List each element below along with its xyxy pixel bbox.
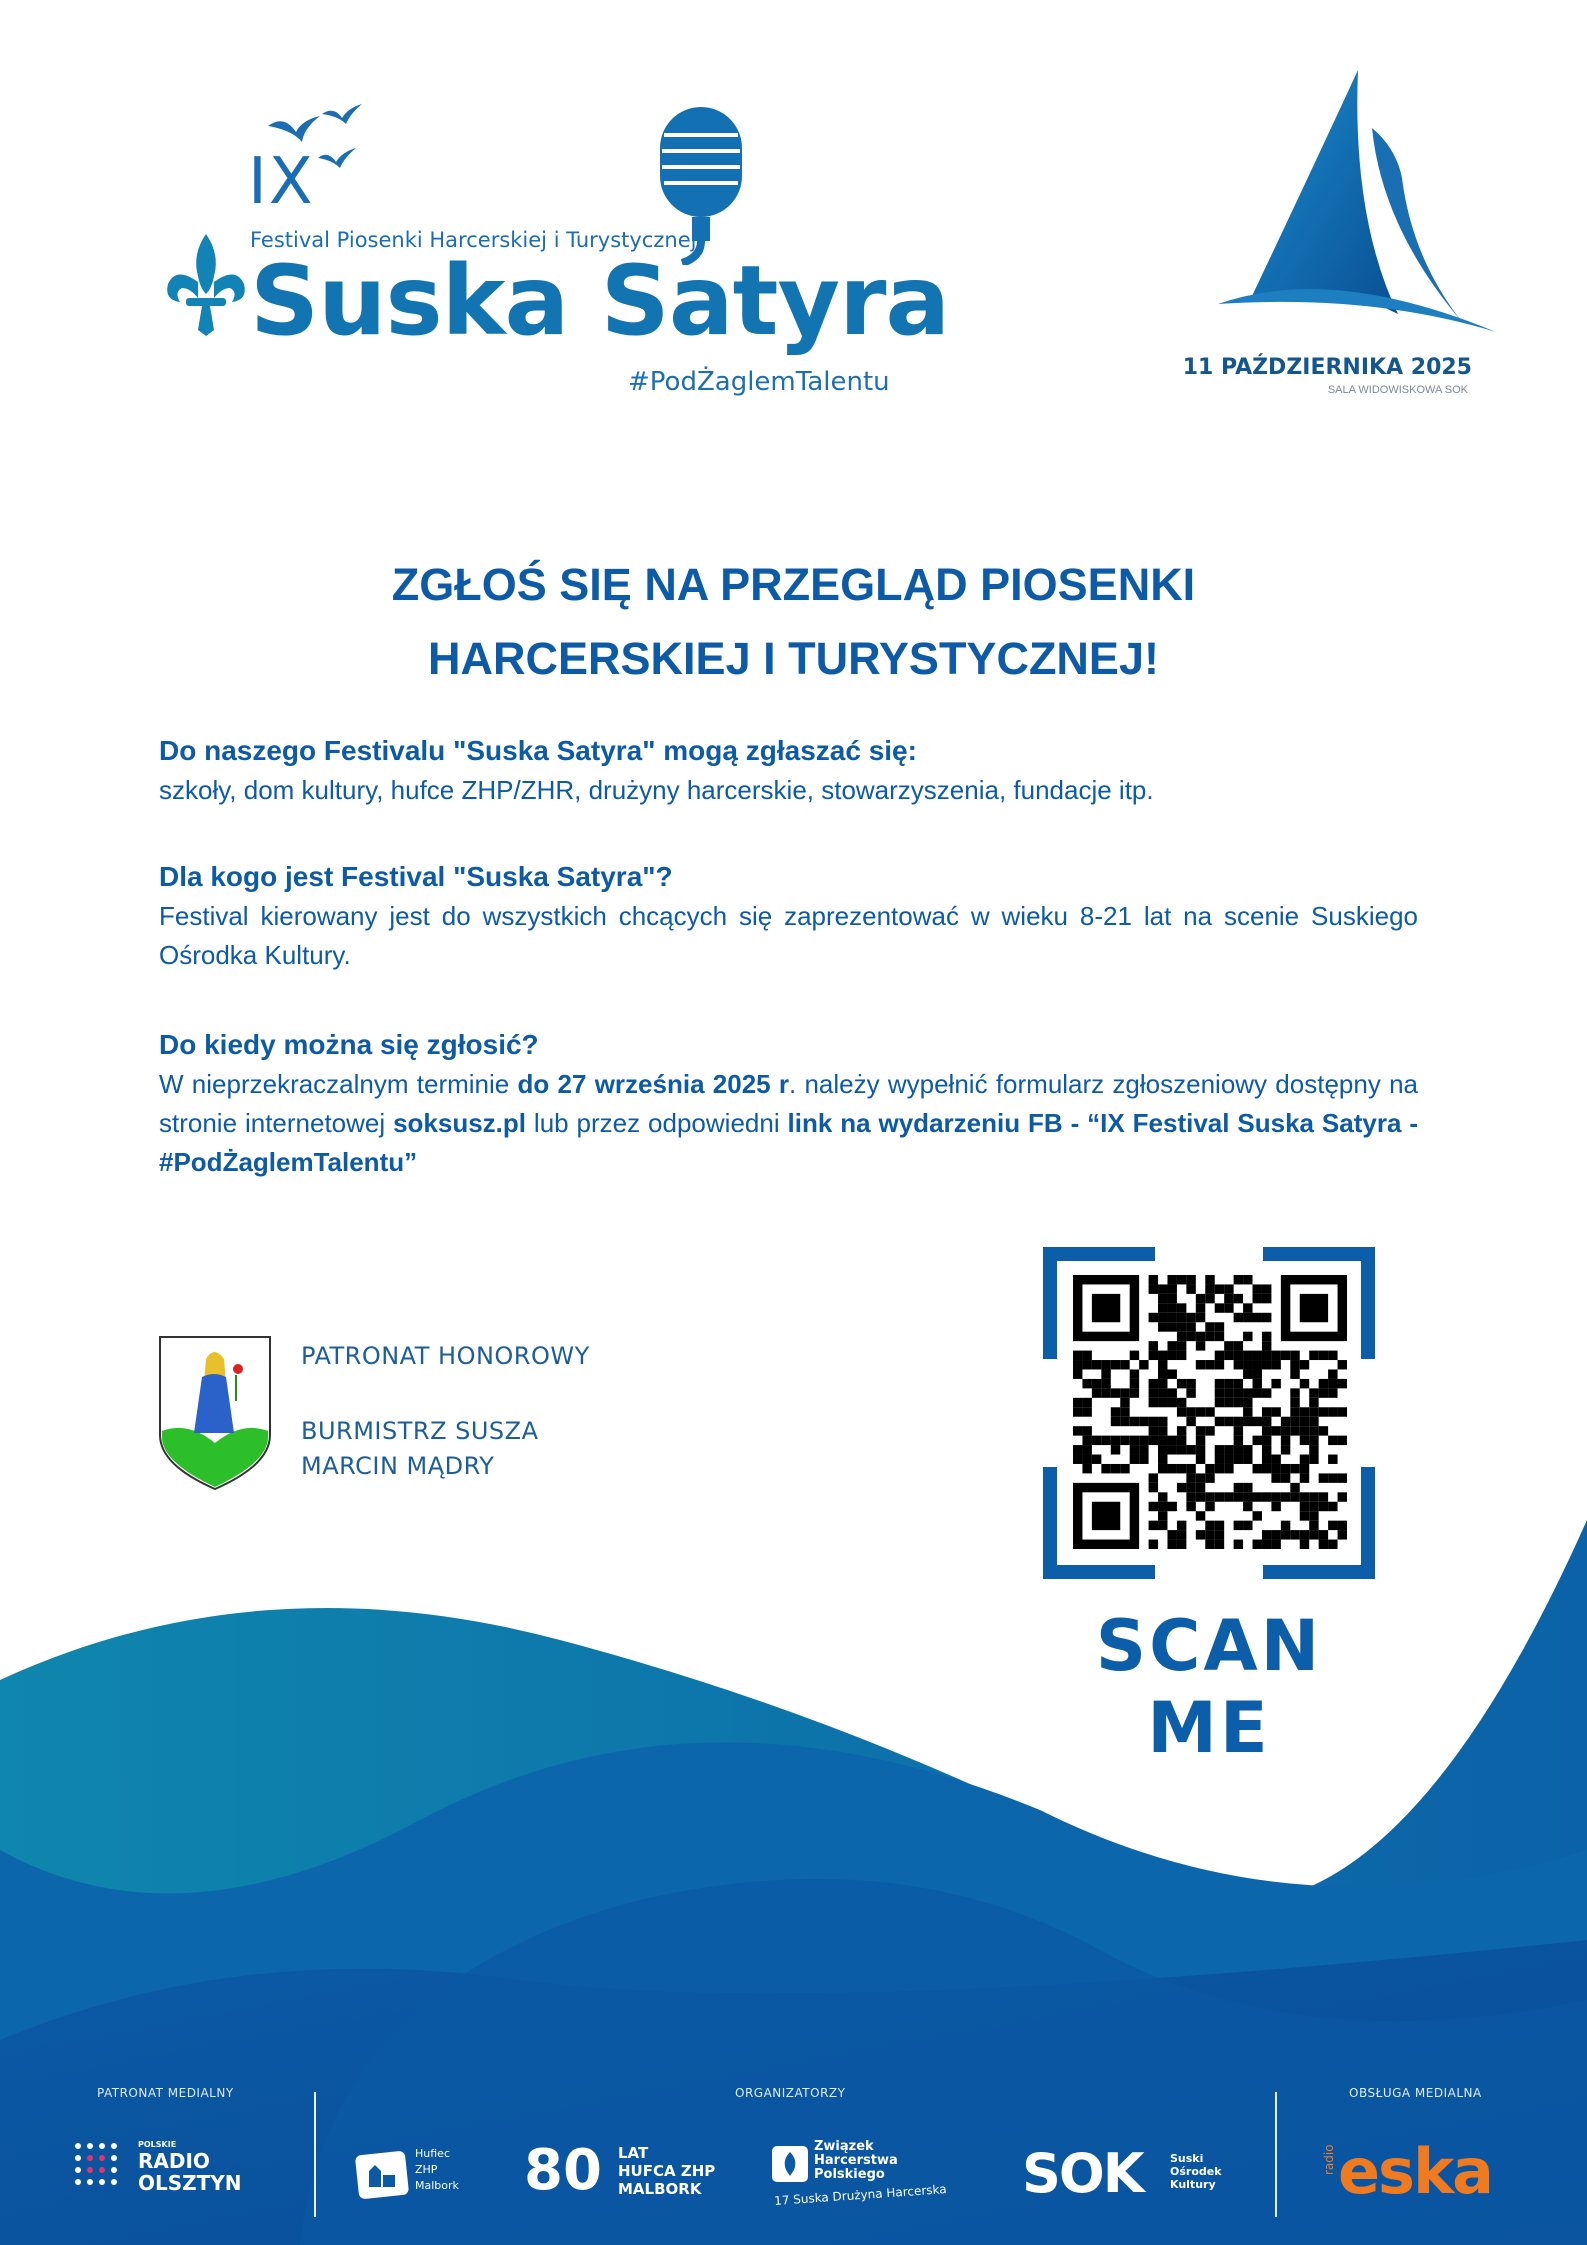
80-lat-line2: HUFCA ZHP <box>618 2162 716 2180</box>
section-who-can-apply <box>159 730 1418 810</box>
radio-olsztyn-small: POLSKIE <box>138 2140 177 2149</box>
town-crest-icon <box>158 1335 272 1491</box>
radio-olsztyn-line1: RADIO <box>138 2149 210 2173</box>
deadline-date: do 27 września 2025 r <box>517 1069 789 1099</box>
festival-subtitle: Festival Piosenki Harcerskiej i Turystycznej <box>250 228 697 252</box>
hufiec-line3: Malbork <box>415 2179 459 2192</box>
sok-line1: Suski <box>1170 2152 1204 2165</box>
80-lat-line3: MALBORK <box>618 2180 702 2198</box>
section-answer: szkoły, dom kultury, hufce ZHP/ZHR, drużyny harcerskie, stowarzyszenia, fundacje itp. <box>159 775 1154 805</box>
qr-code[interactable] <box>1073 1275 1347 1549</box>
festival-title: Suska Satyra <box>250 245 950 357</box>
zhp-team: 17 Suska Drużyna Harcerska <box>773 2181 948 2209</box>
deadline-text-2: . należy wypełnić formularz zgłoszeniowy dostępny na stronie internetowej <box>159 1069 1418 1138</box>
hufiec-malbork-logo <box>355 2145 485 2205</box>
80-lat-number: 80 <box>524 2138 602 2203</box>
eska-name: eska <box>1338 2135 1493 2208</box>
event-venue: SALA WIDOWISKOWA SOK <box>1327 384 1468 396</box>
patron-name: MARCIN MĄDRY <box>301 1452 495 1480</box>
patronage-label: PATRONAT HONOROWY <box>301 1342 590 1370</box>
festival-edition-numeral: IX <box>248 145 315 219</box>
event-date: 11 PAŹDZIERNIKA 2025 <box>1182 355 1472 380</box>
80-lat-hufca-logo <box>524 2140 724 2206</box>
section-deadline <box>159 1024 1418 1182</box>
patron-role: BURMISTRZ SUSZA <box>301 1417 539 1445</box>
fleur-de-lis-icon <box>162 232 250 337</box>
eska-radio-small: radio <box>1322 2144 1336 2175</box>
radio-olsztyn-line2: OLSZTYN <box>138 2171 242 2195</box>
footer-divider <box>314 2092 316 2217</box>
eska-logo <box>1322 2135 1522 2209</box>
footer-divider <box>1275 2092 1277 2217</box>
radio-olsztyn-logo <box>72 2138 272 2198</box>
zhp-logo <box>770 2140 980 2208</box>
sok-line2: Ośrodek <box>1170 2165 1222 2178</box>
organizers-label: ORGANIZATORZY <box>735 2086 846 2100</box>
headline-line-1: ZGŁOŚ SIĘ NA PRZEGLĄD PIOSENKI <box>391 559 1196 610</box>
section-answer: Festival kierowany jest do wszystkich chcących się zaprezentować w wieku 8-21 lat na scenie Suskiego Ośrodka Kultury. <box>159 901 1418 970</box>
facebook-event-link[interactable]: link na wydarzeniu FB - “IX Festival Suska Satyra - #PodŻaglemTalentu” <box>159 1108 1419 1177</box>
website-link[interactable]: soksusz.pl <box>393 1108 527 1138</box>
festival-hashtag: #PodŻaglemTalentu <box>628 367 890 397</box>
80-lat-line1: LAT <box>618 2144 649 2162</box>
sok-mark: SOK <box>1022 2142 1143 2205</box>
zhp-line1: Związek <box>814 2139 874 2154</box>
deadline-text-3: lub przez odpowiedni <box>526 1108 788 1138</box>
section-question: Dla kogo jest Festival "Suska Satyra"? <box>159 861 673 892</box>
section-for-whom <box>159 856 1418 975</box>
zhp-line2: Harcerstwa <box>814 2153 898 2168</box>
headline-line-2: HARCERSKIEJ I TURYSTYCZNEJ! <box>428 633 1159 684</box>
section-answer <box>159 1065 1418 1182</box>
zhp-line3: Polskiego <box>814 2167 885 2182</box>
section-question: Do naszego Festivalu "Suska Satyra" mogą zgłaszać się: <box>159 735 917 766</box>
sok-logo <box>1022 2142 1232 2208</box>
sailboat-icon <box>1212 68 1502 348</box>
media-patron-label: PATRONAT MEDIALNY <box>97 2086 234 2100</box>
page-headline <box>160 548 1427 696</box>
deadline-text-1: W nieprzekraczalnym terminie <box>159 1069 518 1099</box>
sok-line3: Kultury <box>1170 2178 1216 2191</box>
radio-dots-icon <box>72 2140 128 2196</box>
hufiec-line1: Hufiec <box>415 2147 450 2160</box>
media-service-label: OBSŁUGA MEDIALNA <box>1349 2086 1482 2100</box>
scan-me-label: SCAN ME <box>1095 1605 1323 1769</box>
hufiec-line2: ZHP <box>415 2163 438 2176</box>
zhp-emblem-icon <box>770 2144 810 2184</box>
section-question: Do kiedy można się zgłosić? <box>159 1029 539 1060</box>
castle-badge-icon <box>355 2147 409 2199</box>
